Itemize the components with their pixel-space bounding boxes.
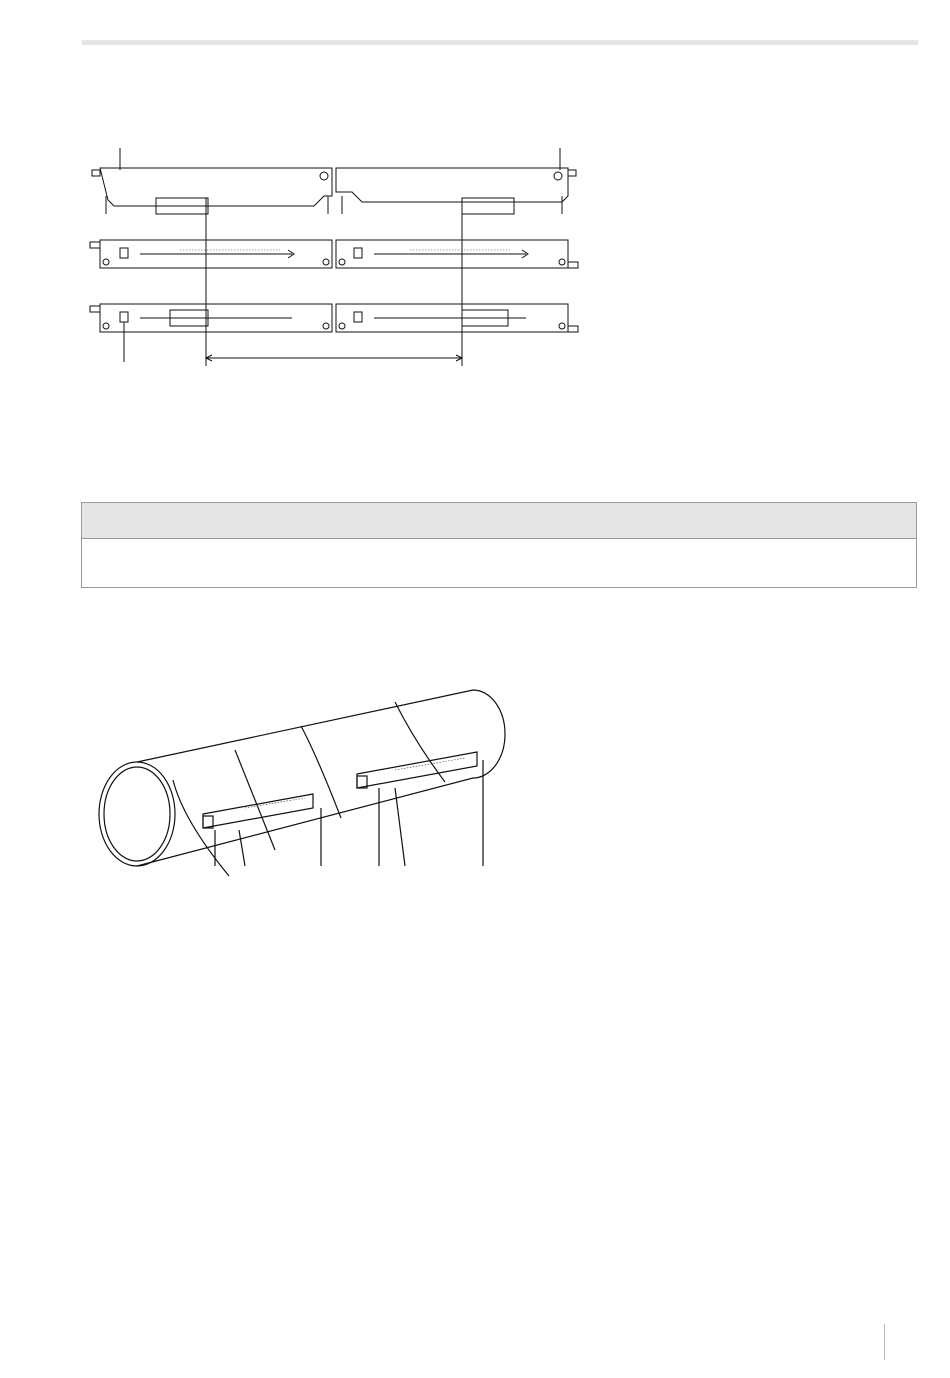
rail-drawing-svg: [80, 140, 600, 380]
header-bar: [82, 40, 918, 45]
note-header: [82, 503, 916, 539]
note-body: [82, 539, 916, 589]
pipe-drawing-svg: [95, 680, 515, 880]
pipe-assembly-drawing: [95, 680, 515, 880]
rail-assembly-drawing: [80, 140, 600, 380]
footer-rule: [884, 1324, 885, 1360]
note-table: [81, 502, 917, 588]
